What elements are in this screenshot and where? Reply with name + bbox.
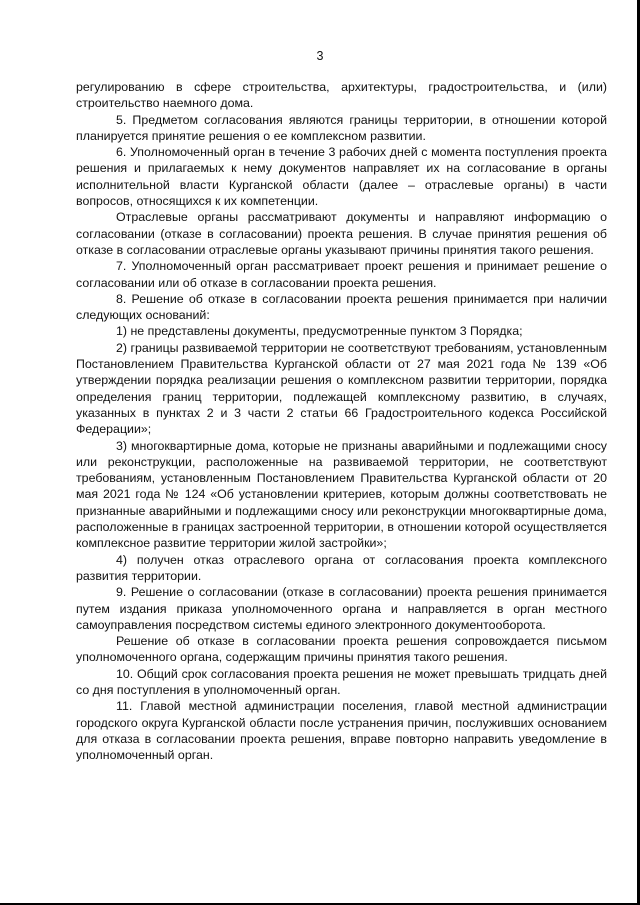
paragraph-item-7: 7. Уполномоченный орган рассматривает проект решения и принимает решение о согласовании или об отказе в согласовании проекта решения.	[76, 259, 607, 290]
paragraph-item-9: 9. Решение о согласовании (отказе в согласовании) проекта решения принимается путем издания приказа уполномоченного органа и направляется в орган местного самоуправления посредством системы единого электронного документооборота.	[76, 585, 607, 632]
paragraph-subitem-3: 3) многоквартирные дома, которые не признаны аварийными и подлежащими сносу или реконструкции, расположенные на развиваемой территории, не соответствуют требованиям, установленным Постановлением Правительства Курганской области от 20 мая 2021 года № 124 «Об установлении критериев, которым должны соответствовать не признанные аварийными и подлежащими сносу или реконструкции многоквартирные дома, расположенные в границах застроенной территории, в отношении которой осуществляется комплексное развитие территории жилой застройки»;	[76, 438, 607, 551]
paragraph-item-11: 11. Главой местной администрации поселения, главой местной администрации городского округа Курганской области после устранения причин, послуживших основанием для отказа в согласовании проекта решения, вправе повторно направить уведомление в уполномоченный орган.	[76, 699, 607, 763]
paragraph-continuation: регулированию в сфере строительства, архитектуры, градостроительства, и (или) строительство наемного дома.	[76, 80, 607, 111]
paragraph-subitem-2: 2) границы развиваемой территории не соответствуют требованиям, установленным Постановлением Правительства Курганской области от 27 мая 2021 года № 139 «Об утверждении порядка реализации решения о комплексном развитии территории, порядка определения границ территории, подлежащей комплексному развитию, в случаях, указанных в пунктах 2 и 3 части 2 статьи 66 Градостроительного кодекса Российской Федерации»;	[76, 340, 607, 437]
paragraph-item-5: 5. Предметом согласования являются границы территории, в отношении которой планируется принятие решения о ее комплексном развитии.	[76, 112, 607, 143]
paragraph-sectoral-bodies: Отраслевые органы рассматривают документы и направляют информацию о согласовании (отказе в согласовании) проекта решения. В случае принятия решения об отказе в согласовании отраслевые органы указывают причины принятия такого решения.	[76, 210, 607, 257]
page-number: 3	[316, 49, 324, 63]
document-body	[76, 79, 607, 763]
paragraph-subitem-4: 4) получен отказ отраслевого органа от согласования проекта комплексного развития территории.	[76, 552, 607, 583]
paragraph-item-8: 8. Решение об отказе в согласовании проекта решения принимается при наличии следующих оснований:	[76, 291, 607, 323]
paragraph-item-10: 10. Общий срок согласования проекта решения не может превышать тридцать дней со дня поступления в уполномоченный орган.	[76, 666, 607, 697]
paragraph-subitem-1: 1) не представлены документы, предусмотренные пунктом 3 Порядка;	[116, 324, 523, 339]
paragraph-item-6: 6. Уполномоченный орган в течение 3 рабочих дней с момента поступления проекта решения и прилагаемых к нему документов направляет их на согласование в органы исполнительной власти Курганской области (далее – отраслевые органы) в части вопросов, относящихся к их компетенции.	[76, 145, 607, 209]
paragraph-refusal-letter: Решение об отказе в согласовании проекта решения сопровождается письмом уполномоченного органа, содержащим причины принятия такого решения.	[76, 634, 607, 665]
